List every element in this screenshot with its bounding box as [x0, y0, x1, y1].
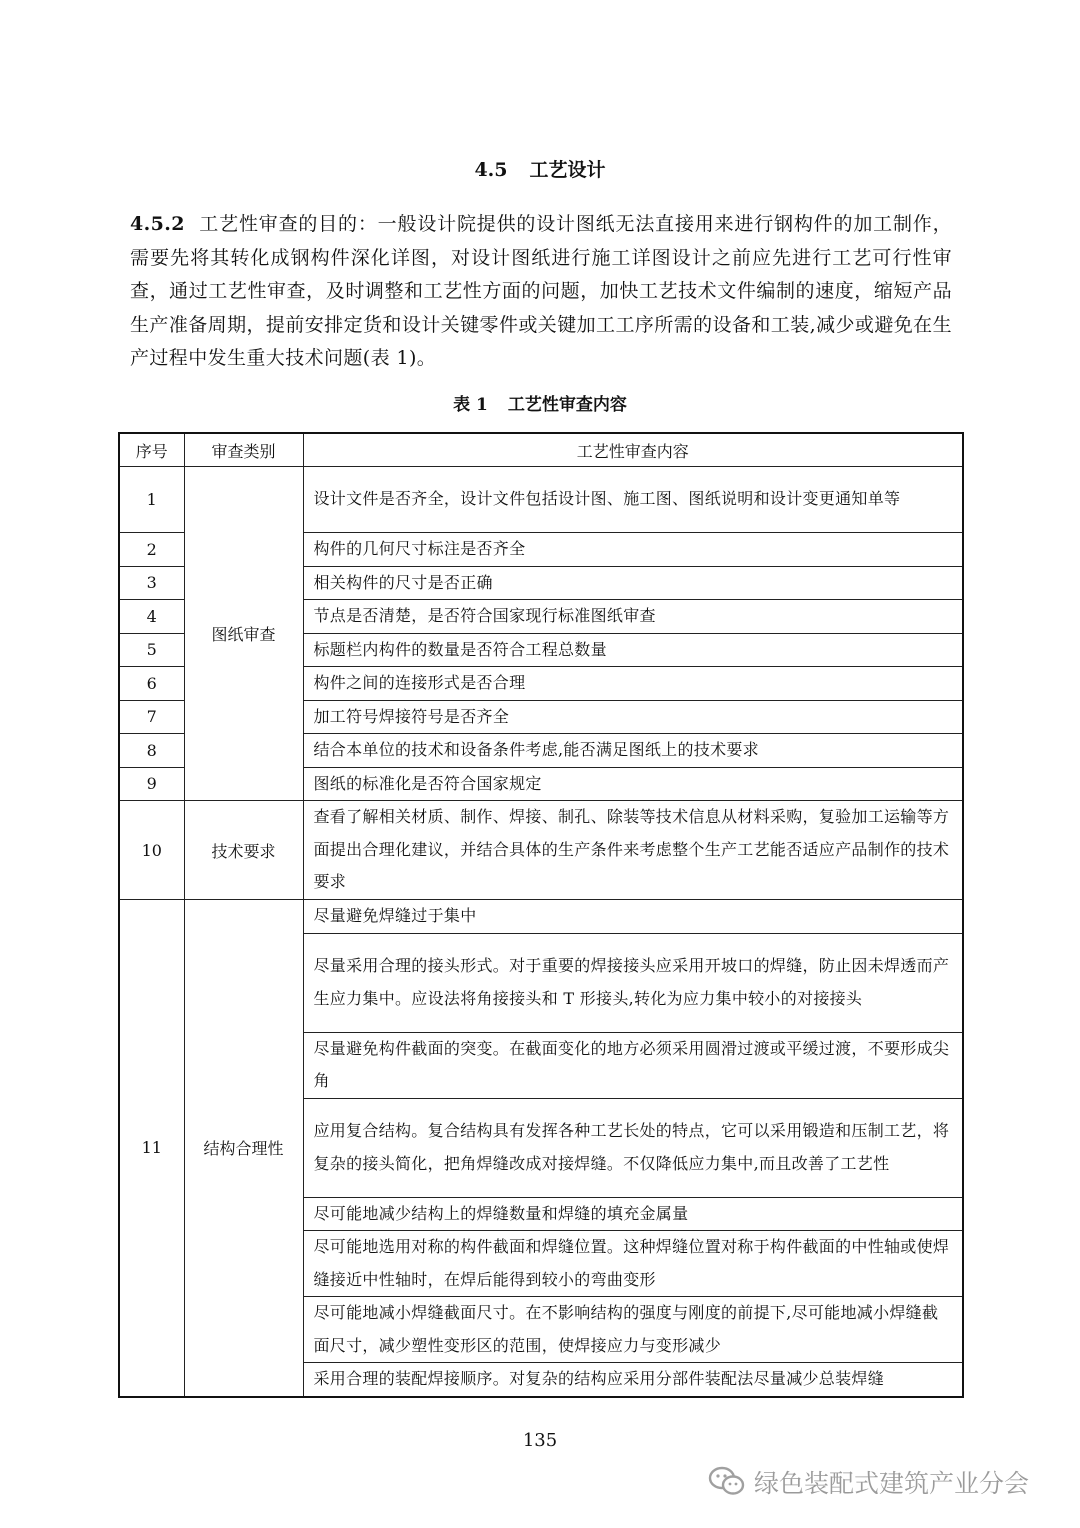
row-content: 节点是否清楚，是否符合国家现行标准图纸审查	[303, 600, 963, 634]
header-content: 工艺性审查内容	[303, 433, 963, 467]
row-seq: 2	[119, 533, 184, 567]
row-seq: 3	[119, 566, 184, 600]
table-caption-title: 工艺性审查内容	[507, 395, 627, 415]
row-seq: 7	[119, 700, 184, 734]
row-seq: 5	[119, 633, 184, 667]
section-heading: 工艺设计	[529, 159, 606, 181]
row-content: 尽可能地减少结构上的焊缝数量和焊缝的填充金属量	[303, 1197, 963, 1231]
row-content: 构件之间的连接形式是否合理	[303, 667, 963, 701]
section-number: 4.5	[474, 159, 508, 181]
row-content: 尽量避免焊缝过于集中	[303, 900, 963, 934]
header-seq: 序号	[119, 433, 184, 467]
row-content: 相关构件的尺寸是否正确	[303, 566, 963, 600]
row-seq: 9	[119, 767, 184, 801]
process-review-table	[118, 432, 964, 1398]
row-seq: 1	[119, 467, 184, 533]
row-content: 结合本单位的技术和设备条件考虑,能否满足图纸上的技术要求	[303, 734, 963, 768]
body-paragraph	[130, 208, 952, 376]
watermark	[708, 1462, 1048, 1502]
row-seq: 4	[119, 600, 184, 634]
table-caption	[0, 390, 1080, 415]
row-content: 设计文件是否齐全，设计文件包括设计图、施工图、图纸说明和设计变更通知单等	[303, 467, 963, 533]
row-content: 尽可能地选用对称的构件截面和焊缝位置。这种焊缝位置对称于构件截面的中性轴或使焊缝接近中性轴时，在焊后能得到较小的弯曲变形	[303, 1231, 963, 1297]
row-content: 采用合理的装配焊接顺序。对复杂的结构应采用分部件装配法尽量减少总装焊缝	[303, 1363, 963, 1397]
row-seq: 10	[119, 801, 184, 900]
category-cell: 技术要求	[184, 801, 303, 900]
row-seq: 6	[119, 667, 184, 701]
table-row	[119, 801, 963, 900]
row-content: 标题栏内构件的数量是否符合工程总数量	[303, 633, 963, 667]
row-content: 查看了解相关材质、制作、焊接、制孔、除装等技术信息从材料采购，复验加工运输等方面提出合理化建议，并结合具体的生产条件来考虑整个生产工艺能否适应产品制作的技术要求	[303, 801, 963, 900]
paragraph-number: 4.5.2	[130, 213, 185, 235]
table-row	[119, 467, 963, 533]
wechat-icon	[708, 1466, 746, 1498]
row-content: 加工符号焊接符号是否齐全	[303, 700, 963, 734]
row-seq: 11	[119, 900, 184, 1397]
category-cell: 结构合理性	[184, 900, 303, 1397]
section-title	[0, 155, 1080, 182]
row-content: 尽可能地减小焊缝截面尺寸。在不影响结构的强度与刚度的前提下,尽可能地减小焊缝截面尺寸，减少塑性变形区的范围，使焊接应力与变形减少	[303, 1297, 963, 1363]
row-content: 尽量采用合理的接头形式。对于重要的焊接接头应采用开坡口的焊缝，防止因未焊透而产生应力集中。应设法将角接接头和 T 形接头,转化为应力集中较小的对接接头	[303, 933, 963, 1032]
table-caption-number: 表 1	[453, 395, 488, 415]
table-row	[119, 900, 963, 934]
page-number: 135	[522, 1430, 558, 1451]
category-cell: 图纸审查	[184, 467, 303, 801]
row-content: 图纸的标准化是否符合国家规定	[303, 767, 963, 801]
row-content: 构件的几何尺寸标注是否齐全	[303, 533, 963, 567]
header-category: 审查类别	[184, 433, 303, 467]
row-seq: 8	[119, 734, 184, 768]
paragraph-text: 工艺性审查的目的：一般设计院提供的设计图纸无法直接用来进行钢构件的加工制作，需要先将其转化成钢构件深化详图，对设计图纸进行施工详图设计之前应先进行工艺可行性审查，通过工艺性审查，及时调整和工艺性方面的问题，加快工艺技术文件编制的速度，缩短产品生产准备周期，提前安排定货和设计关键零件或关键加工工序所需的设备和工装,减少或避免在生产过程中发生重大技术问题(表 1)。	[130, 213, 952, 370]
table-header-row	[119, 433, 963, 467]
row-content: 应用复合结构。复合结构具有发挥各种工艺长处的特点，它可以采用锻造和压制工艺，将复杂的接头简化，把角焊缝改成对接焊缝。不仅降低应力集中,而且改善了工艺性	[303, 1098, 963, 1197]
watermark-text: 绿色装配式建筑产业分会	[754, 1469, 1030, 1498]
row-content: 尽量避免构件截面的突变。在截面变化的地方必须采用圆滑过渡或平缓过渡，不要形成尖角	[303, 1032, 963, 1098]
